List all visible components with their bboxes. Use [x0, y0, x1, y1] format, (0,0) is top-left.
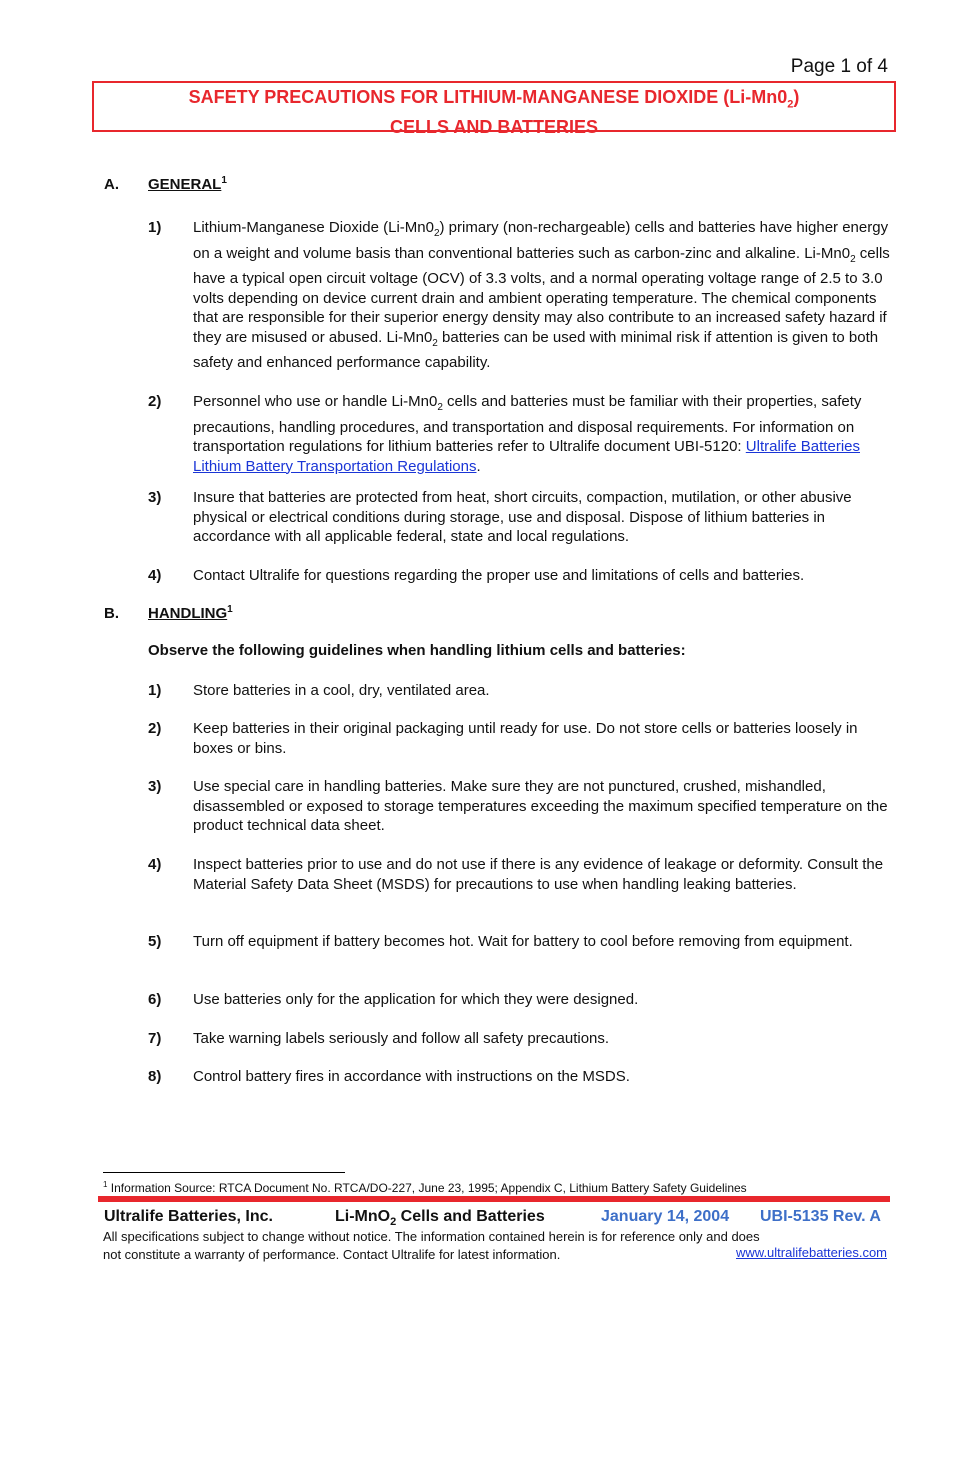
list-item: 2) Keep batteries in their original packaging until ready for use. Do not store cells or batteries loosely in boxes or bins. — [148, 720, 858, 757]
footer-company: Ultralife Batteries, Inc. — [104, 1208, 273, 1225]
list-item: 6) Use batteries only for the application for which they were designed. — [148, 991, 639, 1008]
footer-disclaimer-line-2: not constitute a warranty of performance. Contact Ultralife for latest information. — [103, 1247, 561, 1262]
section-b-title: HANDLING — [148, 605, 228, 622]
title-line-2: CELLS AND BATTERIES — [389, 116, 598, 137]
list-item: 7) Take warning labels seriously and follow all safety precautions. — [148, 1030, 610, 1047]
list-item: 1) Store batteries in a cool, dry, ventilated area. — [148, 682, 490, 699]
footer-disclaimer-line-1: All specifications subject to change without notice. The information contained herein is for reference only and does — [103, 1229, 760, 1244]
website-link[interactable]: www.ultralifebatteries.com — [736, 1245, 887, 1260]
section-a-title: GENERAL — [148, 176, 222, 193]
footnote-ref: 1 — [227, 604, 233, 615]
page-number: Page 1 of 4 — [790, 56, 888, 77]
section-a-heading: A. GENERAL$^1$ — [104, 175, 227, 193]
section-b-heading: B. HANDLING$^1$ — [104, 604, 233, 622]
list-item: 1) Lithium-Manganese Dioxide $(Li-Mn0_2)$ primary (non-rechargeable) cells and batteries have higher energy on a weight and volume basis than conventional batteries such as carbon-zinc and alkaline. $Li-Mn0_2$ cells have a typical open circuit voltage (OCV) of 3.3 volts, and a normal operating voltage range of 2.5 to 3.0 volts depending on device current drain and ambient operating temperature. The chemical components that are responsible for their superior energy density may also contribute to an increased safety hazard if they are misused or abused. $Li-Mn0_2$ batteries can be used with minimal risk if attention is given to both safety and enhanced performance capability. — [148, 219, 890, 371]
document-title — [92, 81, 896, 137]
list-item: 5) Turn off equipment if battery becomes hot. Wait for battery to cool before removing from equipment. — [148, 933, 853, 950]
footnote-divider — [103, 1172, 345, 1173]
footnote: $^1$ Information Source: RTCA Document No. RTCA/DO-227, June 23, 1995; Appendix C, Lithium Battery Safety Guidelines — [103, 1180, 747, 1195]
transport-regulations-link[interactable]: Ultralife Batteries Lithium Battery Transportation Regulations — [193, 438, 860, 475]
list-item: 3) Insure that batteries are protected from heat, short circuits, compaction, mutilation, or other abusive physical or electrical conditions during storage, use and disposal. Dispose of lithium batteries in accordance with all applicable federal, state and local regulations. — [148, 489, 852, 545]
list-item: 3) Use special care in handling batteries. Make sure they are not punctured, crushed, mishandled, disassembled or exposed to storage temperatures exceeding the maximum specified temperature on the product technical data sheet. — [148, 778, 888, 834]
footnote-ref: 1 — [221, 175, 227, 186]
title-line-1: SAFETY PRECAUTIONS FOR LITHIUM-MANGANESE DIOXIDE $(Li-Mn0_2)$ — [188, 87, 800, 111]
footer-divider — [98, 1196, 890, 1202]
footer-doc-id: UBI-5135 Rev. A — [760, 1208, 881, 1225]
footer-date: January 14, 2004 — [601, 1208, 730, 1225]
list-item: 4) Inspect batteries prior to use and do not use if there is any evidence of leakage or deformity. Consult the Material Safety Data Sheet (MSDS) for precautions to use when handling leaking batteries. — [148, 856, 884, 893]
list-item: 4) Contact Ultralife for questions regarding the proper use and limitations of cells and batteries. — [148, 567, 805, 584]
handling-guidelines-intro: Observe the following guidelines when handling lithium cells and batteries: — [148, 642, 686, 659]
list-item: 2) Personnel who use or handle $Li-Mn0_2$ cells and batteries must be familiar with their properties, safety precautions, handling procedures, and transportation and disposal requirements. For information on transportation regulations for lithium batteries refer to Ultralife document UBI-5120: Ultralife Batteries Lithium Battery Transportation Regulations. — [148, 393, 862, 475]
footer-product: Li-MnO$_2$ Cells and Batteries — [335, 1208, 545, 1229]
list-item: 8) Control battery fires in accordance with instructions on the MSDS. — [148, 1068, 630, 1085]
